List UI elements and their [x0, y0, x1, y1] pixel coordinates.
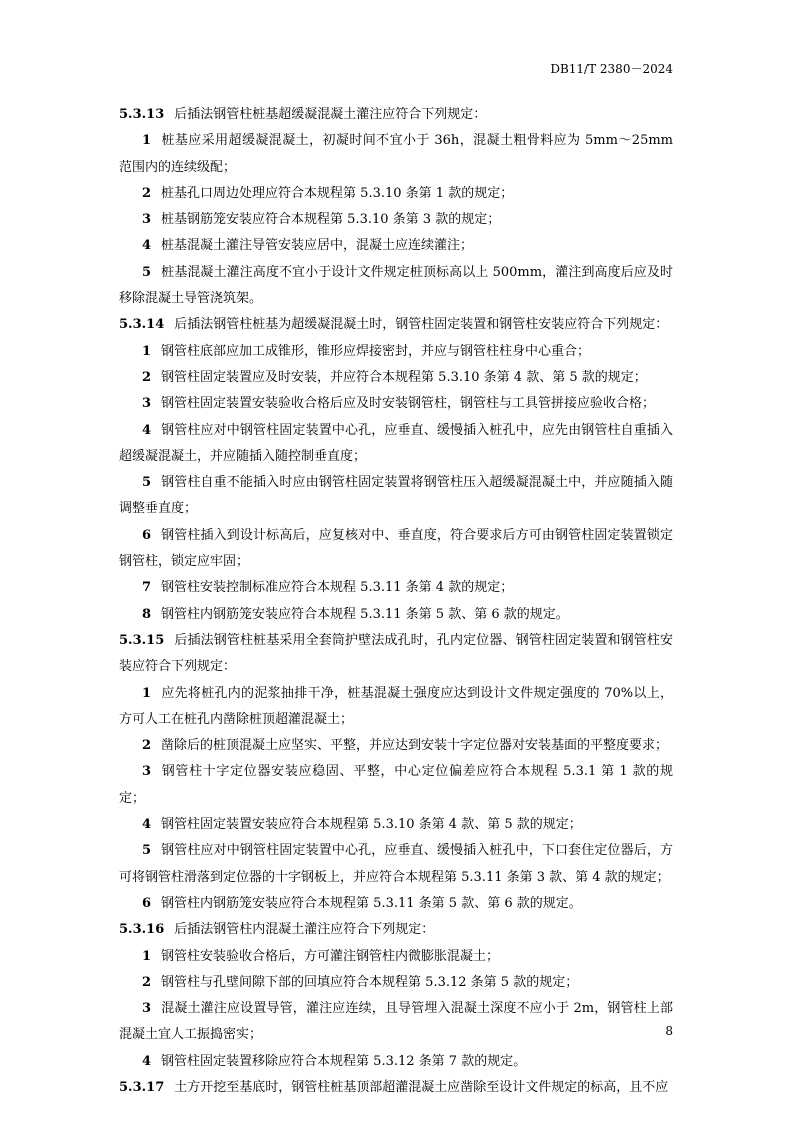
list-item: [119, 838, 673, 891]
list-item: [119, 365, 673, 391]
paragraph-text: 土方开挖至基底时，钢管柱桩基顶部超灌混凝土应凿除至设计文件规定的标高，且不应: [174, 1079, 669, 1095]
list-item: [119, 759, 673, 812]
list-item: [119, 602, 673, 628]
clause-number: 5.3.17: [119, 1079, 165, 1095]
item-number: 2: [142, 185, 152, 201]
list-item: [119, 233, 673, 259]
item-number: 3: [142, 764, 152, 780]
list-item: [119, 523, 673, 576]
clause-number: 5.3.13: [119, 107, 165, 122]
paragraph-text: 桩基孔口周边处理应符合本规程第 5.3.10 条第 1 款的规定；: [161, 185, 514, 201]
document-header-code: DB11/T 2380－2024: [550, 62, 673, 76]
item-number: 1: [142, 685, 152, 701]
item-number: 6: [142, 527, 152, 543]
clause-number: 5.3.15: [119, 632, 165, 648]
list-item: [119, 181, 673, 207]
item-number: 5: [142, 475, 152, 491]
item-number: 1: [142, 133, 152, 149]
paragraph-text: 钢管柱固定装置安装应符合本规程第 5.3.10 条第 4 款、第 5 款的规定；: [161, 817, 582, 833]
document-body: [119, 102, 673, 1101]
list-item: [119, 812, 673, 838]
item-number: 1: [142, 948, 152, 964]
list-item: [119, 391, 673, 417]
list-item: [119, 970, 673, 996]
clause-paragraph: [119, 102, 673, 128]
paragraph-text: 混凝土灌注应设置导管，灌注应连续，且导管埋入混凝土深度不应小于 2m，钢管柱上部混凝土宜人工振捣密实；: [119, 1001, 673, 1043]
paragraph-text: 后插法钢管柱桩基超缓凝混凝土灌注应符合下列规定：: [174, 107, 487, 122]
item-number: 3: [142, 396, 152, 412]
paragraph-text: 钢管柱固定装置应及时安装，并应符合本规程第 5.3.10 条第 4 款、第 5 款的规定；: [161, 369, 647, 385]
paragraph-text: 应先将桩孔内的泥浆抽排干净，桩基混凝土强度应达到设计文件规定强度的 70%以上，方可人工在桩孔内凿除桩顶超灌混凝土；: [119, 685, 673, 727]
list-item: [119, 418, 673, 471]
clause-number: 5.3.14: [119, 317, 165, 333]
list-item: [119, 470, 673, 523]
clause-paragraph: [119, 917, 673, 943]
clause-number: 5.3.16: [119, 922, 165, 938]
item-number: 5: [142, 264, 152, 280]
paragraph-text: 后插法钢管柱内混凝土灌注应符合下列规定：: [174, 922, 435, 938]
list-item: [119, 944, 673, 970]
list-item: [119, 207, 673, 233]
paragraph-text: 凿除后的桩顶混凝土应坚实、平整，并应达到安装十字定位器对安装基面的平整度要求；: [161, 738, 669, 754]
page-number: 8: [665, 1024, 673, 1038]
item-number: 2: [142, 738, 152, 754]
paragraph-text: 钢管柱内钢筋笼安装应符合本规程第 5.3.11 条第 5 款、第 6 款的规定。: [161, 895, 582, 911]
item-number: 6: [142, 895, 152, 911]
list-item: [119, 1049, 673, 1075]
paragraph-text: 桩基混凝土灌注高度不宜小于设计文件规定桩顶标高以上 500mm，灌注到高度后应及时移除混凝土导管浇筑架。: [119, 264, 673, 307]
paragraph-text: 桩基混凝土灌注导管安装应居中，混凝土应连续灌注；: [161, 238, 474, 254]
list-item: [119, 681, 673, 734]
paragraph-text: 钢管柱与孔壁间隙下部的回填应符合本规程第 5.3.12 条第 5 款的规定；: [161, 974, 579, 990]
list-item: [119, 260, 673, 313]
item-number: 1: [142, 343, 152, 359]
list-item: [119, 575, 673, 601]
list-item: [119, 733, 673, 759]
item-number: 2: [142, 369, 152, 385]
clause-paragraph: [119, 312, 673, 338]
clause-paragraph: [119, 1075, 673, 1101]
list-item: [119, 339, 673, 365]
list-item: [119, 891, 673, 917]
list-item: [119, 996, 673, 1049]
paragraph-text: 钢管柱应对中钢管柱固定装置中心孔，应垂直、缓慢插入桩孔中，应先由钢管柱自重插入超缓凝混凝土，并应随插入随控制垂直度；: [119, 422, 673, 464]
paragraph-text: 后插法钢管柱桩基采用全套筒护壁法成孔时，孔内定位器、钢管柱固定装置和钢管柱安装应符合下列规定：: [119, 632, 673, 675]
item-number: 8: [142, 606, 152, 622]
paragraph-text: 钢管柱固定装置移除应符合本规程第 5.3.12 条第 7 款的规定。: [161, 1053, 527, 1069]
item-number: 4: [142, 817, 152, 833]
clause-paragraph: [119, 628, 673, 681]
paragraph-text: 钢管柱安装控制标准应符合本规程 5.3.11 条第 4 款的规定；: [161, 580, 514, 596]
item-number: 7: [142, 580, 152, 596]
item-number: 4: [142, 238, 152, 254]
paragraph-text: 钢管柱插入到设计标高后，应复核对中、垂直度，符合要求后方可由钢管柱固定装置锁定钢管柱，锁定应牢固；: [119, 527, 673, 570]
list-item: [119, 128, 673, 181]
paragraph-text: 桩基应采用超缓凝混凝土，初凝时间不宜小于 36h，混凝土粗骨料应为 5mm～25mm 范围内的连续级配；: [119, 133, 673, 175]
item-number: 4: [142, 422, 152, 438]
paragraph-text: 后插法钢管柱桩基为超缓凝混凝土时，钢管柱固定装置和钢管柱安装应符合下列规定：: [174, 317, 669, 333]
paragraph-text: 钢管柱安装验收合格后，方可灌注钢管柱内微膨胀混凝土；: [161, 948, 500, 964]
paragraph-text: 钢管柱自重不能插入时应由钢管柱固定装置将钢管柱压入超缓凝混凝土中，并应随插入随调整垂直度；: [119, 475, 673, 517]
paragraph-text: 钢管柱固定装置安装验收合格后应及时安装钢管柱，钢管柱与工具管拼接应验收合格；: [161, 396, 656, 412]
item-number: 3: [142, 1001, 152, 1017]
paragraph-text: 钢管柱内钢筋笼安装应符合本规程 5.3.11 条第 5 款、第 6 款的规定。: [161, 606, 569, 622]
item-number: 5: [142, 843, 152, 859]
item-number: 4: [142, 1053, 152, 1069]
item-number: 2: [142, 974, 152, 990]
paragraph-text: 钢管柱应对中钢管柱固定装置中心孔，应垂直、缓慢插入桩孔中，下口套住定位器后，方可将钢管柱滑落到定位器的十字钢板上，并应符合本规程第 5.3.11 条第 3 款、第 4 款的规定；: [119, 843, 673, 885]
paragraph-text: 钢管柱底部应加工成锥形，锥形应焊接密封，并应与钢管柱柱身中心重合；: [161, 343, 591, 359]
item-number: 3: [142, 212, 152, 228]
paragraph-text: 钢管柱十字定位器安装应稳固、平整，中心定位偏差应符合本规程 5.3.1 第 1 款的规定；: [119, 764, 673, 806]
paragraph-text: 桩基钢筋笼安装应符合本规程第 5.3.10 条第 3 款的规定；: [161, 212, 501, 228]
